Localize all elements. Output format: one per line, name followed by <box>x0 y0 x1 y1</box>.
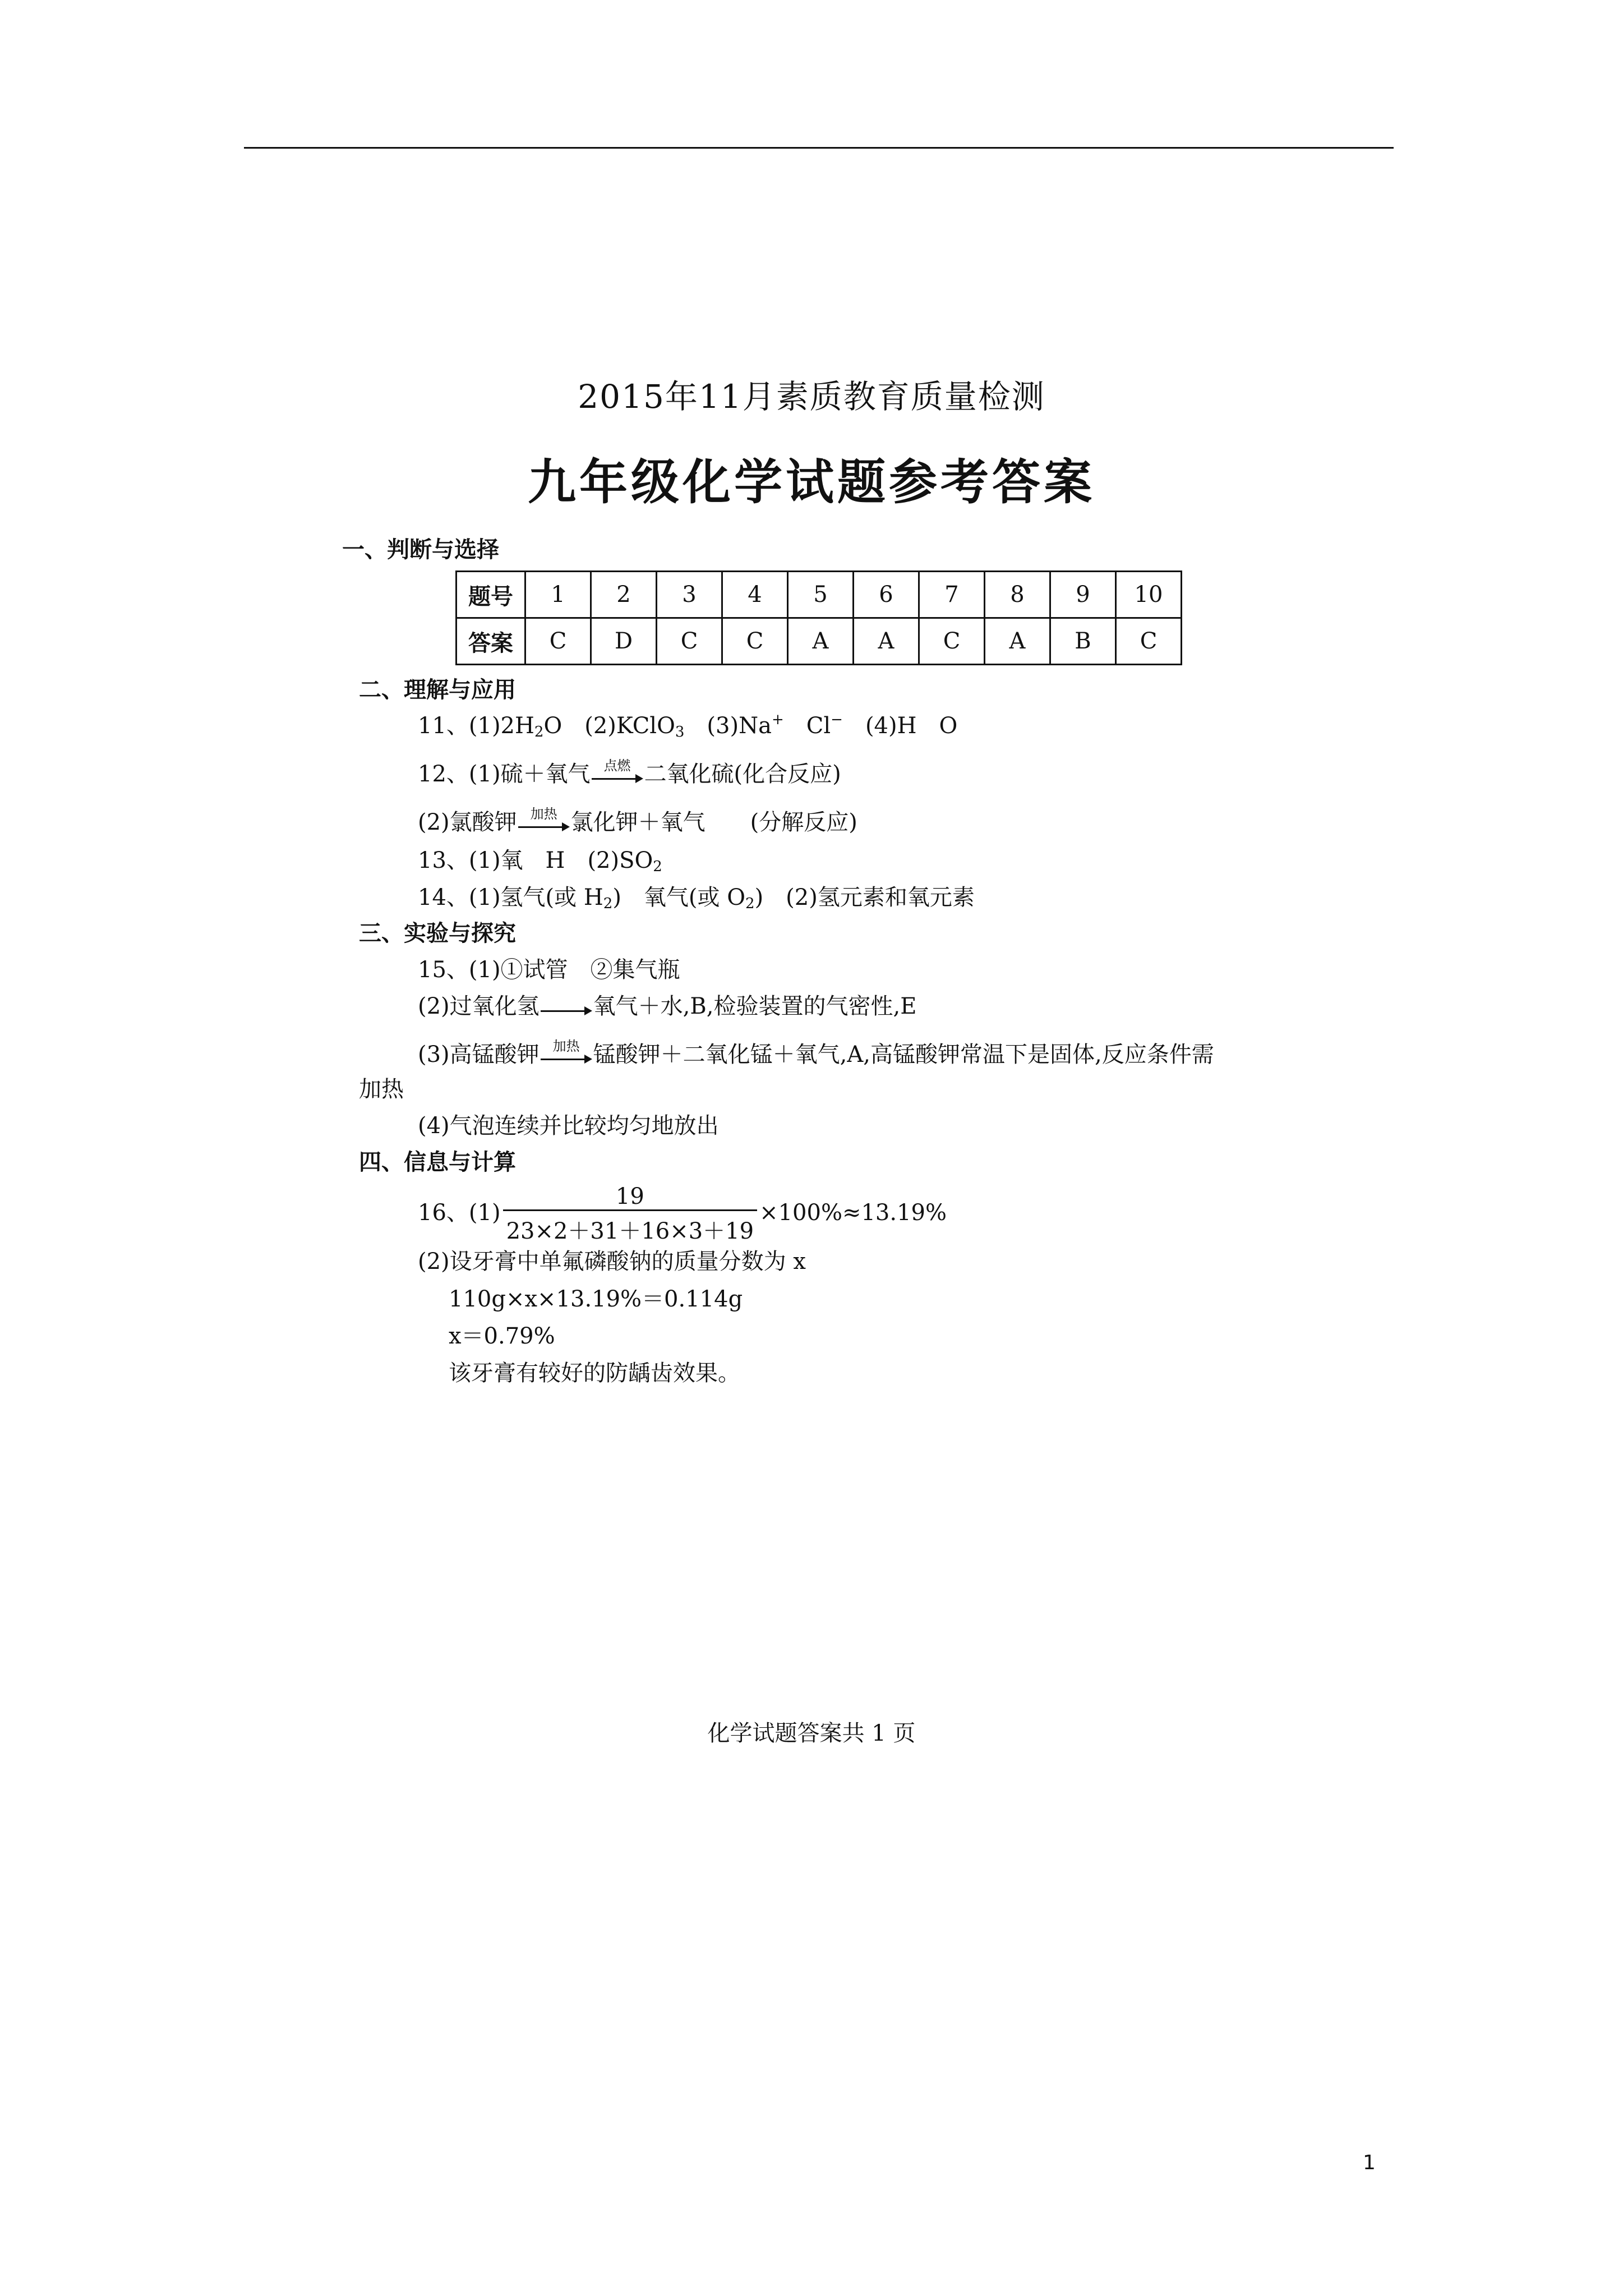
reaction-arrow <box>541 997 592 1019</box>
answer-13 <box>418 843 662 875</box>
arrow-head-icon <box>584 1006 592 1015</box>
text-run: O (2)KClO <box>543 713 675 739</box>
text-run: 11、(1)2H <box>418 713 534 739</box>
answer-12-2 <box>418 804 857 836</box>
text-run: 二氧化硫(化合反应) <box>644 761 841 787</box>
reaction-arrow <box>541 1038 592 1068</box>
table-cell: A <box>985 618 1050 665</box>
table-cell: 2 <box>591 572 657 618</box>
answer-11 <box>418 708 957 740</box>
table-cell: 5 <box>788 572 854 618</box>
text-run: Cl <box>783 713 831 739</box>
section-heading-3: 三、实验与探究 <box>359 920 516 946</box>
table-row <box>457 618 1182 665</box>
text-run: 16、(1) <box>418 1200 501 1226</box>
answer-12-1 <box>418 756 841 788</box>
table-cell: A <box>854 618 919 665</box>
text-run: 氧气＋水,B,检验装置的气密性,E <box>593 993 917 1019</box>
text-run: 13、(1)氧 H (2)SO <box>418 848 653 873</box>
table-cell: 4 <box>722 572 788 618</box>
fraction-numerator: 19 <box>615 1184 644 1209</box>
answer-15-2 <box>418 988 916 1020</box>
text-run: (2)氯酸钾 <box>418 809 517 835</box>
table-cell: 8 <box>985 572 1050 618</box>
answer-14 <box>418 880 975 912</box>
reaction-condition: 加热 <box>552 1038 580 1054</box>
subscript: 2 <box>603 895 613 912</box>
answer-16-result: x＝0.79% <box>449 1323 555 1349</box>
answer-16-2: (2)设牙膏中单氟磷酸钠的质量分数为 x <box>418 1249 806 1274</box>
section-heading-1: 一、判断与选择 <box>342 536 499 563</box>
arrow-head-icon <box>562 822 570 831</box>
table-cell: C <box>919 618 985 665</box>
answer-16-1 <box>418 1184 947 1245</box>
table-cell: B <box>1050 618 1116 665</box>
superscript: + <box>771 711 784 728</box>
text-run: (3)Na <box>684 713 772 739</box>
answer-15-1: 15、(1)①试管 ②集气瓶 <box>418 957 680 983</box>
table-cell: 10 <box>1116 572 1182 618</box>
header-rule <box>244 147 1394 149</box>
reaction-condition: 点燃 <box>603 758 631 774</box>
table-row-label: 题号 <box>457 572 525 618</box>
subscript: 2 <box>534 724 544 740</box>
text-run: 12、(1)硫＋氧气 <box>418 761 591 787</box>
table-cell: D <box>591 618 657 665</box>
table-cell: 6 <box>854 572 919 618</box>
subscript: 2 <box>745 895 755 912</box>
text-run: ) 氧气(或 O <box>612 885 746 910</box>
text-run: 14、(1)氢气(或 H <box>418 885 603 910</box>
table-cell: 1 <box>525 572 591 618</box>
answer-16-equation: 110g×x×13.19%＝0.114g <box>449 1286 743 1312</box>
answer-15-4: (4)气泡连续并比较均匀地放出 <box>418 1113 719 1139</box>
subscript: 3 <box>675 724 685 740</box>
table-row <box>457 572 1182 618</box>
table-cell: A <box>788 618 854 665</box>
table-cell: 7 <box>919 572 985 618</box>
page-footer: 化学试题答案共 1 页 <box>707 1720 916 1746</box>
reaction-arrow <box>592 758 643 787</box>
answer-15-3 <box>418 1037 1214 1069</box>
text-run: (2)过氧化氢 <box>418 993 540 1019</box>
document-subtitle: 2015年11月素质教育质量检测 <box>578 378 1045 416</box>
text-run: (4)H O <box>842 713 958 739</box>
reaction-arrow <box>518 806 570 835</box>
answer-16-conclusion: 该牙膏有较好的防龋齿效果。 <box>449 1360 740 1386</box>
text-run: ) (2)氢元素和氧元素 <box>754 885 975 910</box>
section-heading-4: 四、信息与计算 <box>359 1149 516 1175</box>
fraction-denominator: 23×2＋31＋16×3＋19 <box>503 1209 758 1245</box>
text-run: (3)高锰酸钾 <box>418 1042 540 1068</box>
page-number: 1 <box>1363 2151 1376 2174</box>
fraction <box>503 1184 758 1245</box>
text-run: ×100%≈13.19% <box>759 1200 947 1226</box>
table-cell: 3 <box>657 572 722 618</box>
subscript: 2 <box>653 858 662 875</box>
arrow-head-icon <box>584 1055 592 1064</box>
superscript: − <box>831 711 843 728</box>
reaction-condition: 加热 <box>530 806 557 822</box>
text-run: 锰酸钾＋二氧化锰＋氧气,A,高锰酸钾常温下是固体,反应条件需 <box>593 1042 1214 1068</box>
table-cell: C <box>525 618 591 665</box>
section-heading-2: 二、理解与应用 <box>359 677 516 703</box>
table-cell: C <box>657 618 722 665</box>
answer-table <box>455 570 1182 665</box>
table-cell: 9 <box>1050 572 1116 618</box>
arrow-head-icon <box>635 774 643 783</box>
table-cell: C <box>1116 618 1182 665</box>
answer-15-3-continued: 加热 <box>359 1076 404 1102</box>
table-row-label: 答案 <box>457 618 525 665</box>
table-cell: C <box>722 618 788 665</box>
document-title: 九年级化学试题参考答案 <box>528 454 1095 510</box>
text-run: 氯化钾＋氧气 (分解反应) <box>570 809 857 835</box>
